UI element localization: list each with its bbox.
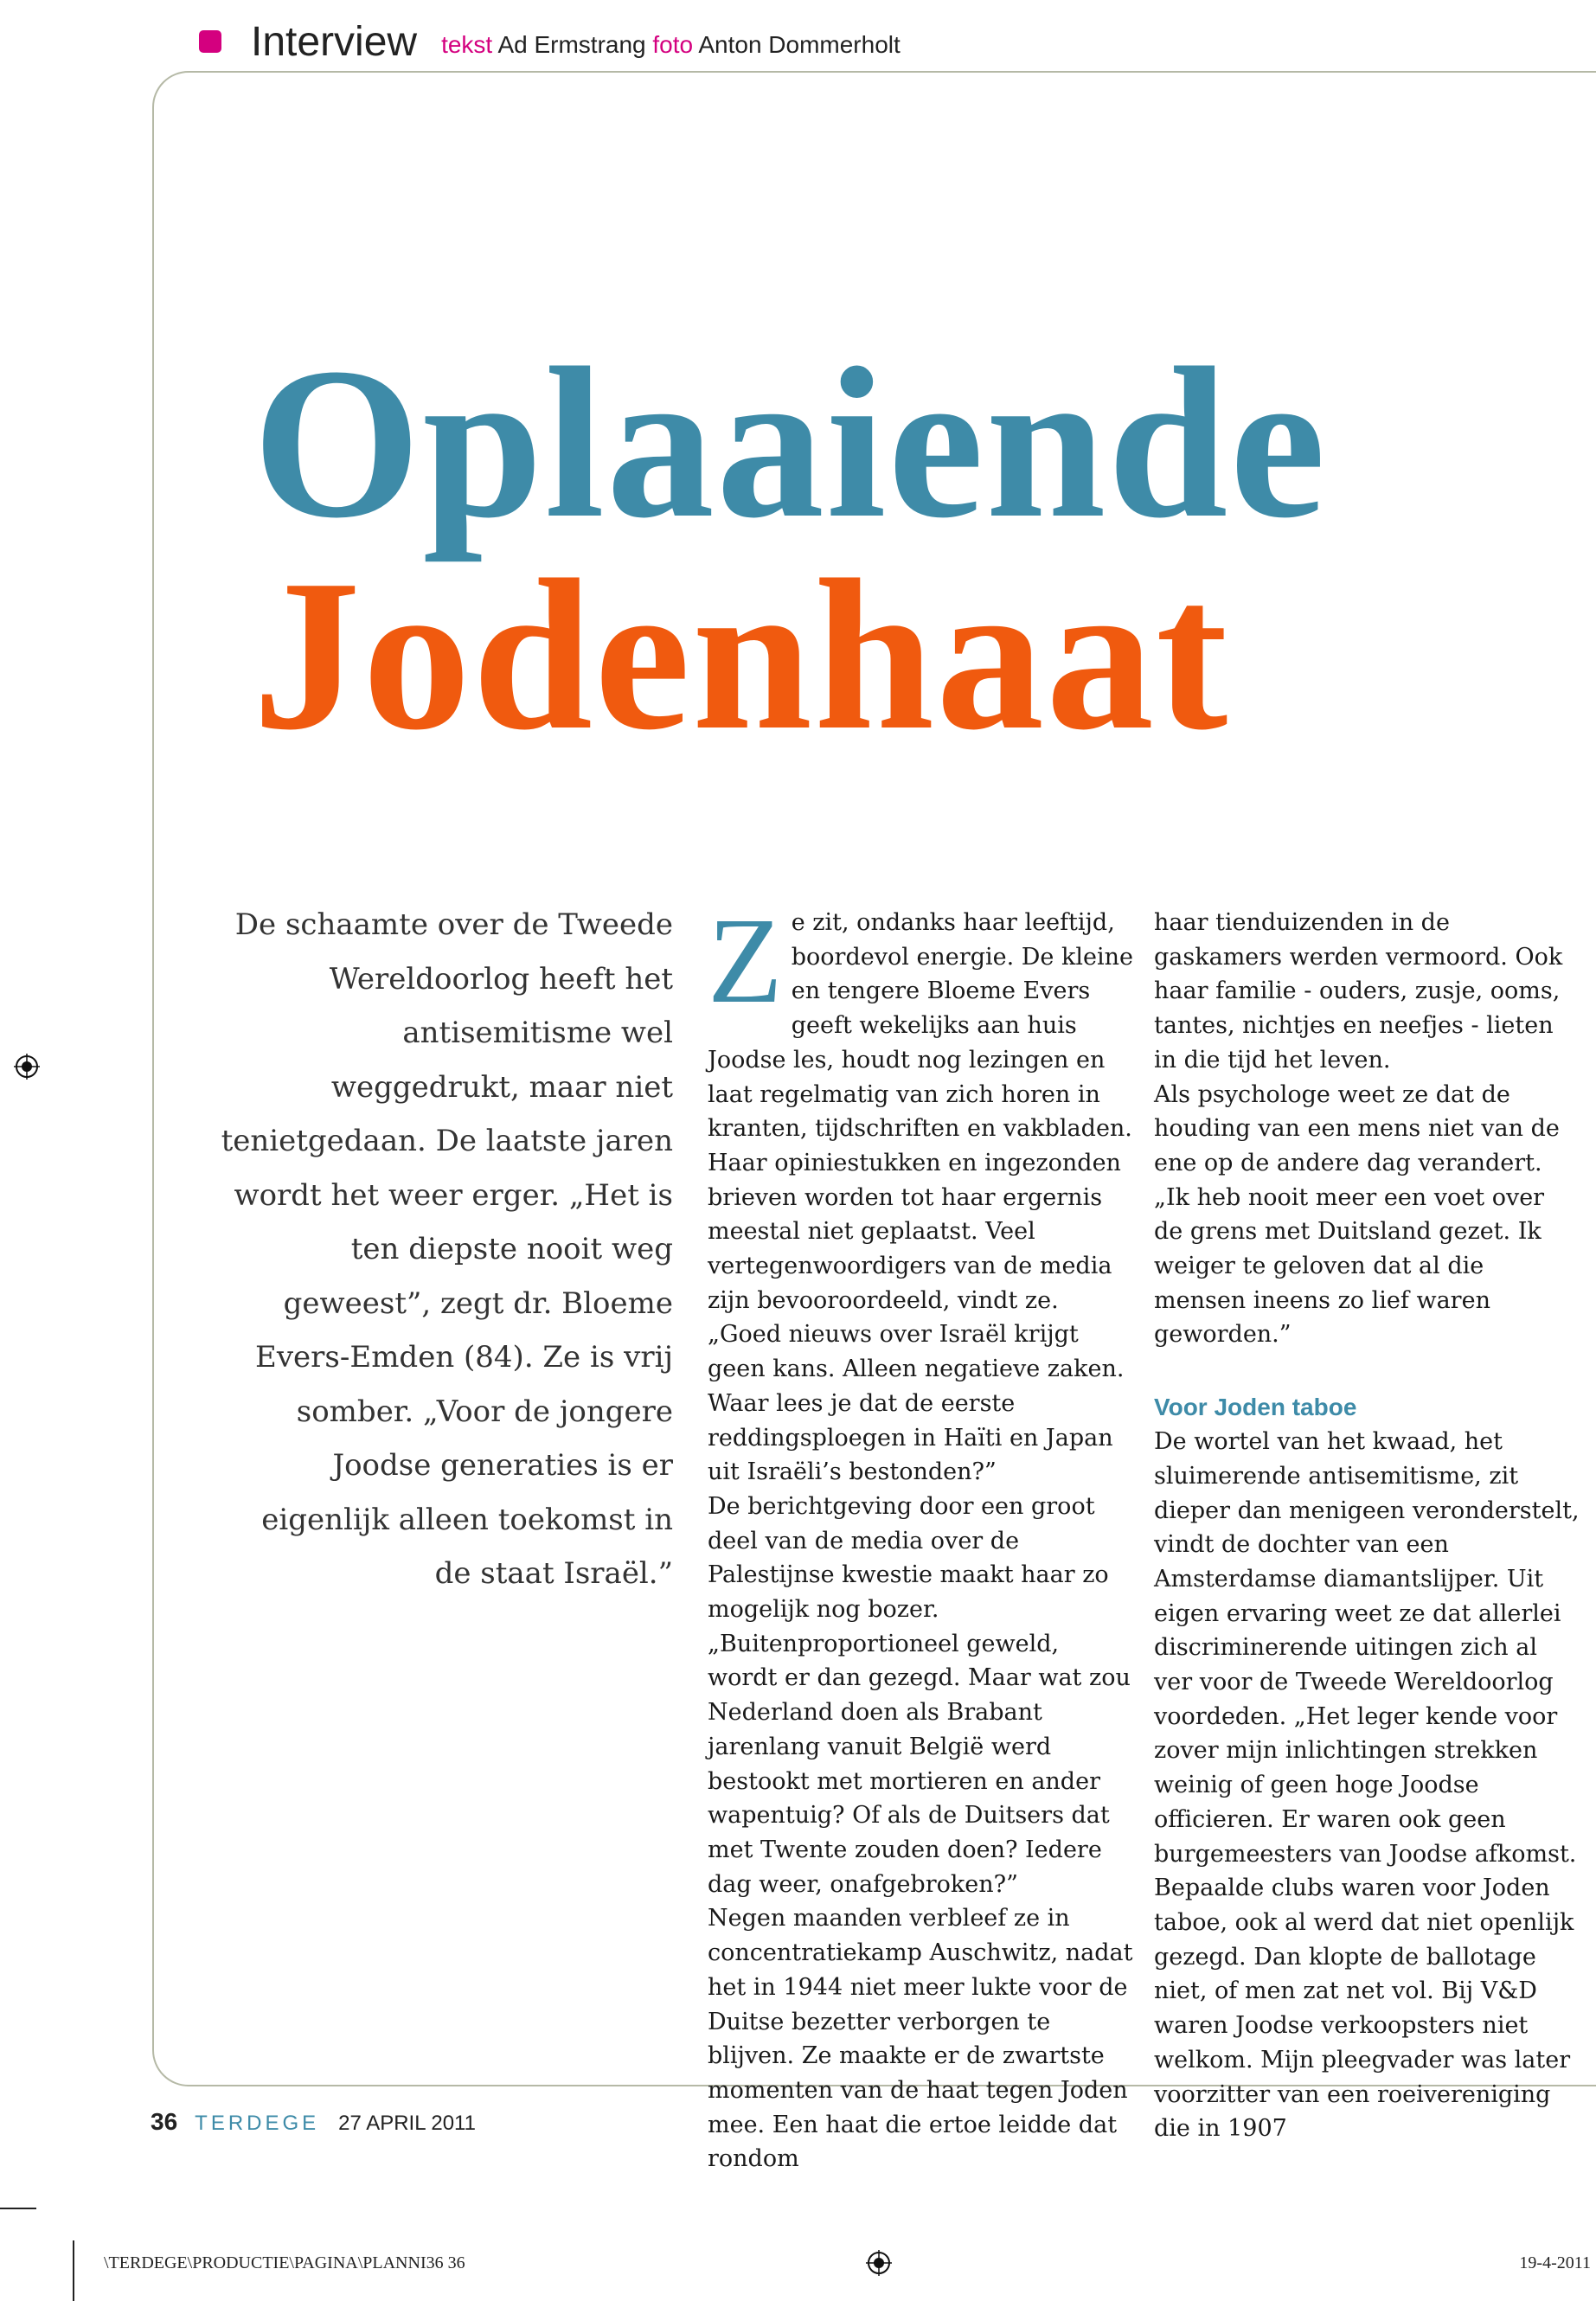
issue-date: 27 APRIL 2011 bbox=[338, 2112, 476, 2135]
credit-photo-label: foto bbox=[652, 31, 694, 58]
crop-mark bbox=[0, 2208, 36, 2209]
credit-text-name: Ad Ermstrang bbox=[497, 31, 646, 58]
paragraph: Als psychologe weet ze dat de houding van een mens niet van de ene op de andere dag verandert. „Ik heb nooit meer een voet over de grens met Duitsland gezet. Ik weiger te geloven dat al die mensen ineens zo lief waren geworden.” bbox=[1154, 1080, 1560, 1349]
intro-lead: De schaamte over de Tweede Wereldoorlog heeft het antisemitisme wel weggedrukt, maar niet tenietgedaan. De laatste jaren wordt het weer erger. „Het is ten diepste nooit weg geweest”, zegt dr. Bloeme Evers-Emden (84). Ze is vrij somber. „Voor de jongere Joodse generaties is er eigenlijk alleen toekomst in de staat Israël.” bbox=[221, 907, 673, 1591]
registration-mark-icon bbox=[14, 1054, 40, 1080]
subheading: Voor Joden taboe bbox=[1154, 1394, 1357, 1421]
drop-cap: Z bbox=[708, 892, 783, 1029]
title-line-1: Oplaaiende bbox=[253, 324, 1328, 563]
paragraph: De wortel van het kwaad, het sluimerende antisemitisme, zit dieper dan menigeen veronderstelt, vindt de dochter van een Amsterdamse diamantslijper. Uit eigen ervaring weet ze dat allerlei discriminerende uitingen zich al ver voor de Tweede Wereldoorlog voordeden. „Het leger kende voor zover mijn inlichtingen strekken weinig of geen hoge Joodse officieren. Er waren ook geen burgemeesters van Joodse afkomst. Bepaalde clubs waren voor Joden taboe, ook al werd dat niet openlijk gezegd. Dan klopte de ballotage niet, of men zat net vol. Bij V&D waren Joodse verkoopsters niet welkom. Mijn pleegvader was later voorzitter van een roeivereniging die in 1907 bbox=[1154, 1428, 1580, 2143]
paragraph: e zit, ondanks haar leeftijd, boordevol energie. De kleine en tengere Bloeme Evers geeft wekelijks aan huis Joodse les, houdt nog lezingen en laat regelmatig van zich horen in kranten, tijdschriften en vakbladen. Haar opiniestukken en ingezonden brieven worden tot haar ergernis meestal niet geplaatst. Veel vertegenwoordigers van de media zijn bevooroordeeld, vindt ze. „Goed nieuws over Israël krijgt geen kans. Alleen negatieve zaken. Waar lees je dat de eerste reddingsploegen in Haïti en Japan uit Israëli’s bestonden?” bbox=[708, 909, 1133, 1486]
article-column-2 bbox=[1154, 906, 1580, 2146]
paragraph: haar tienduizenden in de gaskamers werden vermoord. Ook haar familie - ouders, zusje, ooms, tantes, nichtjes en neefjes - lieten in die tijd het leven. bbox=[1154, 909, 1563, 1074]
article-column-1 bbox=[708, 892, 1133, 2176]
page-number: 36 bbox=[151, 2108, 178, 2135]
crop-mark bbox=[73, 2240, 74, 2301]
paragraph: De berichtgeving door een groot deel van de media over de Palestijnse kwestie maakt haar zo mogelijk nog bozer. „Buitenproportioneel geweld, wordt er dan gezegd. Maar wat zou Nederland doen als Brabant jarenlang vanuit België werd bestookt met mortieren en ander wapentuig? Of als de Duitsers dat met Twente zouden doen? Iedere dag weer, onafgebroken?” bbox=[708, 1492, 1131, 1898]
print-slug-path: \TERDEGE\PRODUCTIE\PAGINA\PLANNI36 36 bbox=[104, 2253, 465, 2272]
registration-mark-icon bbox=[866, 2250, 892, 2276]
page-footer bbox=[151, 2108, 476, 2136]
section-header bbox=[199, 16, 901, 67]
paragraph: Negen maanden verbleef ze in concentratiekamp Auschwitz, nadat het in 1944 niet meer lukte voor de Duitse bezetter verborgen te blijven. Ze maakte er de zwartste momenten van de haat tegen Joden mee. Een haat die ertoe leidde dat rondom bbox=[708, 1905, 1133, 2173]
article-title bbox=[253, 324, 1328, 775]
credit-text-label: tekst bbox=[441, 31, 493, 58]
title-line-2: Jodenhaat bbox=[253, 535, 1230, 775]
magazine-name: TERDEGE bbox=[195, 2112, 320, 2135]
section-label: Interview bbox=[251, 18, 418, 65]
print-slug-date: 19-4-2011 bbox=[1519, 2253, 1591, 2272]
credit-photo-name: Anton Dommerholt bbox=[698, 31, 901, 58]
section-marker-icon bbox=[199, 30, 221, 53]
credit-line bbox=[441, 31, 901, 59]
